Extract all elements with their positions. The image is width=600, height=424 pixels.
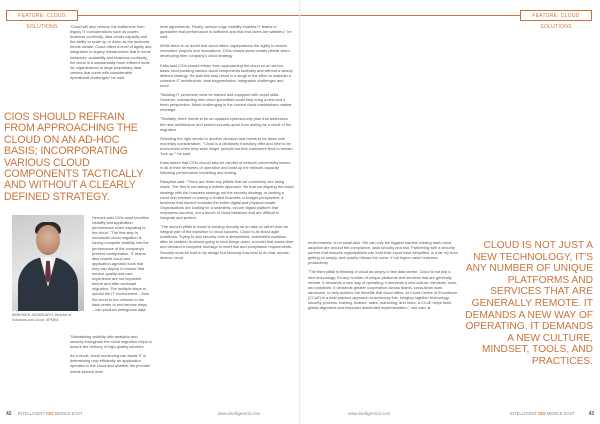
photo-caption: ABHISHEK JAGANNATH, Director of Solutions and Cloud, APMEA <box>12 313 72 322</box>
header-rule <box>300 15 520 16</box>
paragraph: level agreements. Finally, service edge visibility enables IT teams to guarantee that performance is sufficient and that end users are satisfied," he said. <box>160 24 292 40</box>
end-mark: ■ <box>427 305 431 311</box>
website-url[interactable]: www.intelligentcio.com <box>348 411 391 416</box>
paragraph: While there is no doubt that cloud offers organizations the agility to launch innovative projects and innovations, CIOs should avoid certain pitfalls when developing their company's cloud strategy. <box>160 43 290 59</box>
paragraph: "The third pitfall is thinking of cloud as simply a new data centre. Cloud is not just a new technology; it's any number of unique platforms and services that are generally remote. It demands a new way of operating; it demands a new culture, mindsets, tools, and practices. It demands greater cooperation across teams, cross-team work structures, to help achieve the benefits that cloud offers. At Cloud Centre of Excellence (CCoE) is a best practice approach to achieving this, bringing together technology, security, process, training, finance, sales, marketing, and more, a CCoE helps build global alignment and empower distributed implementation," she said. ■ <box>308 269 458 311</box>
pull-quote: CIOS SHOULD REFRAIN FROM APPROACHING THE CLOUD ON AN AD-HOC BASIS; INCORPORATING VARIOUS CLOUD COMPONENTS TACTICALLY AND WITHOUT A CLEARLY DEFINED STRATEGY. <box>4 111 143 203</box>
page-number: 43 <box>588 411 594 417</box>
section-tag: FEATURE: CLOUD SOLUTIONS <box>520 10 592 21</box>
paragraph: "Building IT personnel must be trained and equipped with cloud skills. However, onboarding new cloud specialists could help bring a new and a fresh perspective. Albeit challenging in the current cloud marketplace market shortage. <box>160 92 292 113</box>
paragraph: Selecting the right vendor is another decision that needs to be taken with monetary consideration. "Cloud is a decisively transitory offer and time to be economical when they seek longer periods but that customers tend to remain 'lock up,'" he said. <box>160 135 293 156</box>
intro-column <box>70 24 152 84</box>
photo-side-column <box>92 215 150 335</box>
author-photo <box>12 215 84 311</box>
magazine-name: INTELLIGENT CIO MIDDLE EAST <box>18 411 83 416</box>
page-number: 42 <box>6 411 12 417</box>
website-url[interactable]: www.intelligentcio.com <box>218 411 261 416</box>
paragraph: "The second pitfall to avoid is viewing security as an add-on rather than an integral part of the transition to cloud success. Cloud is all about agile workflows. Trying to add security onto a streamlined, automated workflow after its creation is almost going to slow things down, a model that saves time and demand a complete redesign to meet risk and compliance requirements. Security must be built-in by design but knowing how best to do that, across diverse cloud <box>160 224 293 260</box>
paragraph: As a result, cloud monitoring can assist IT in determining how efficiently an application operates in the cloud and whether the provider meets service level <box>70 353 151 374</box>
header-rule <box>78 15 300 16</box>
paragraph: "Cloud will also remove the bottleneck from legacy IT considerations such as power, business continuity, data center capacity and the ability to scale up or down as the business needs dictate. Cloud offers a level of agility and integration to legacy infrastructure that in some instances, scalability and business continuity, the cloud is a substantially more efficient route for organizations to large proprietary data centers that come with considerable operational challenges" he said. <box>70 24 152 80</box>
paragraph: Rampillai said: "There are three key pitfalls that we commonly see being made. The first is not taking a holistic approach. Be that not aligning the cloud strategy with the business strategy not the security strategy, or lacking a cloud first mindset or having a limited business or budget perspective, a business that doesn't consider the entire digital and physical estate. Organisations are looking for a seamless, secure digital platform that empowers success, not a bunch of cloud initiatives that are difficult to integrate and protect. <box>160 179 294 220</box>
paragraph: Hemani said CIOs must prioritise visibility and application performance when migrating to the cloud. "The first step in successful cloud migration is having complete visibility into the performance of the company's present configuration. IT teams also require cloud and application-agnostic tools that they can deploy to ensure that service quality and user experience are not impacted before and after workload migration. The multiple steps to upload the IT environment – from the cloud to the network to the data centre to end service steps – can produce ambiguous data. <box>92 215 150 312</box>
body-column <box>308 240 458 412</box>
section-tag: FEATURE: CLOUD SOLUTIONS <box>6 10 78 21</box>
pull-quote: CLOUD IS NOT JUST A NEW TECHNOLOGY, IT'S ANY NUMBER OF UNIQUE PLATFORMS AND SERVICES THAT ARE GENERALLY REMOTE. IT DEMANDS A NEW WAY OF OPERATING. IT DEMANDS A NEW CULTURE, MINDSET, TOOLS, AND PRACTICES. <box>465 240 593 367</box>
paragraph: "Maintaining visibility with analytics and security throughout the cloud migration helps to ensure the delivery of high-quality services. <box>70 334 152 350</box>
right-column <box>160 24 294 410</box>
magazine-name: INTELLIGENT CIO MIDDLE EAST <box>510 411 575 416</box>
right-page <box>300 0 600 424</box>
paragraph: "Similarly, there needs to be an updated cybersecurity plan that addresses the new architecture and protect security apart from aiming as a result of the migration. <box>160 116 292 132</box>
paragraph: environments, is no small task. We can only the biggest barriers holding back cloud adoption are around the compliance, data security and risk. Partnering with a security partner that ensures organizations can trust their cloud have simplified, is a far cry from getting so simply, and quickly follows the curve, if not higher value business productivity. <box>308 240 458 266</box>
paragraph: Kalia said CIOs should refrain from approaching the cloud on an ad-hoc basis; incorporating various cloud components tactically and without a clearly defined strategy. He said this may result in a surge in the effort to maintain a cohesive IT architecture, data fragmentation, integration challenges and more. <box>160 62 293 88</box>
bottom-column <box>70 334 152 412</box>
paragraph: Kalia added that CIOs should also be mindful of network connectivity issues in all of their territories of operation and build up the network capacity following performance modelling and testing. <box>160 160 291 176</box>
